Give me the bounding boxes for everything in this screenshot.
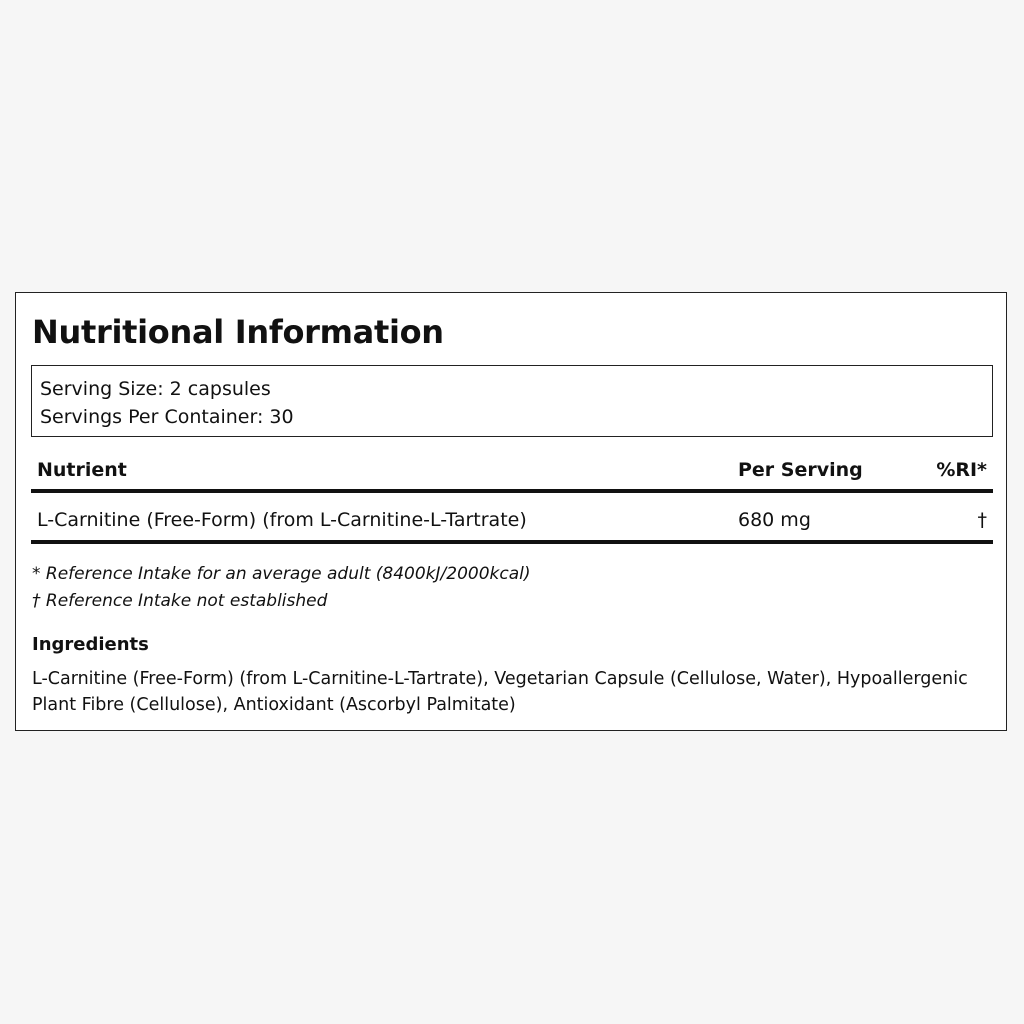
header-per-serving: Per Serving <box>738 459 863 481</box>
serving-size: Serving Size: 2 capsules <box>40 378 271 400</box>
row-per-serving: 680 mg <box>738 509 811 531</box>
servings-per-container: Servings Per Container: 30 <box>40 406 294 428</box>
table-row <box>31 493 993 540</box>
ingredients-heading: Ingredients <box>32 634 149 655</box>
nutrient-table <box>31 451 993 544</box>
nutrition-panel <box>15 292 1007 731</box>
footnotes <box>32 561 531 615</box>
row-nutrient: L-Carnitine (Free-Form) (from L-Carnitine-L-Tartrate) <box>37 509 527 531</box>
header-nutrient: Nutrient <box>37 459 127 481</box>
table-bottom-divider <box>31 540 993 544</box>
footnote-not-established: † Reference Intake not established <box>32 591 328 611</box>
serving-info-box <box>31 365 993 437</box>
table-header-row <box>31 451 993 489</box>
footnote-reference-intake: * Reference Intake for an average adult (8400kJ/2000kcal) <box>32 564 531 584</box>
ingredients-text: L-Carnitine (Free-Form) (from L-Carnitine-L-Tartrate), Vegetarian Capsule (Cellulose, Water), Hypoallergenic Plant Fibre (Cellulose), Antioxidant (Ascorbyl Palmitate) <box>32 669 968 715</box>
panel-title: Nutritional Information <box>32 313 444 351</box>
row-ri: † <box>977 509 987 531</box>
header-ri: %RI* <box>936 459 987 481</box>
